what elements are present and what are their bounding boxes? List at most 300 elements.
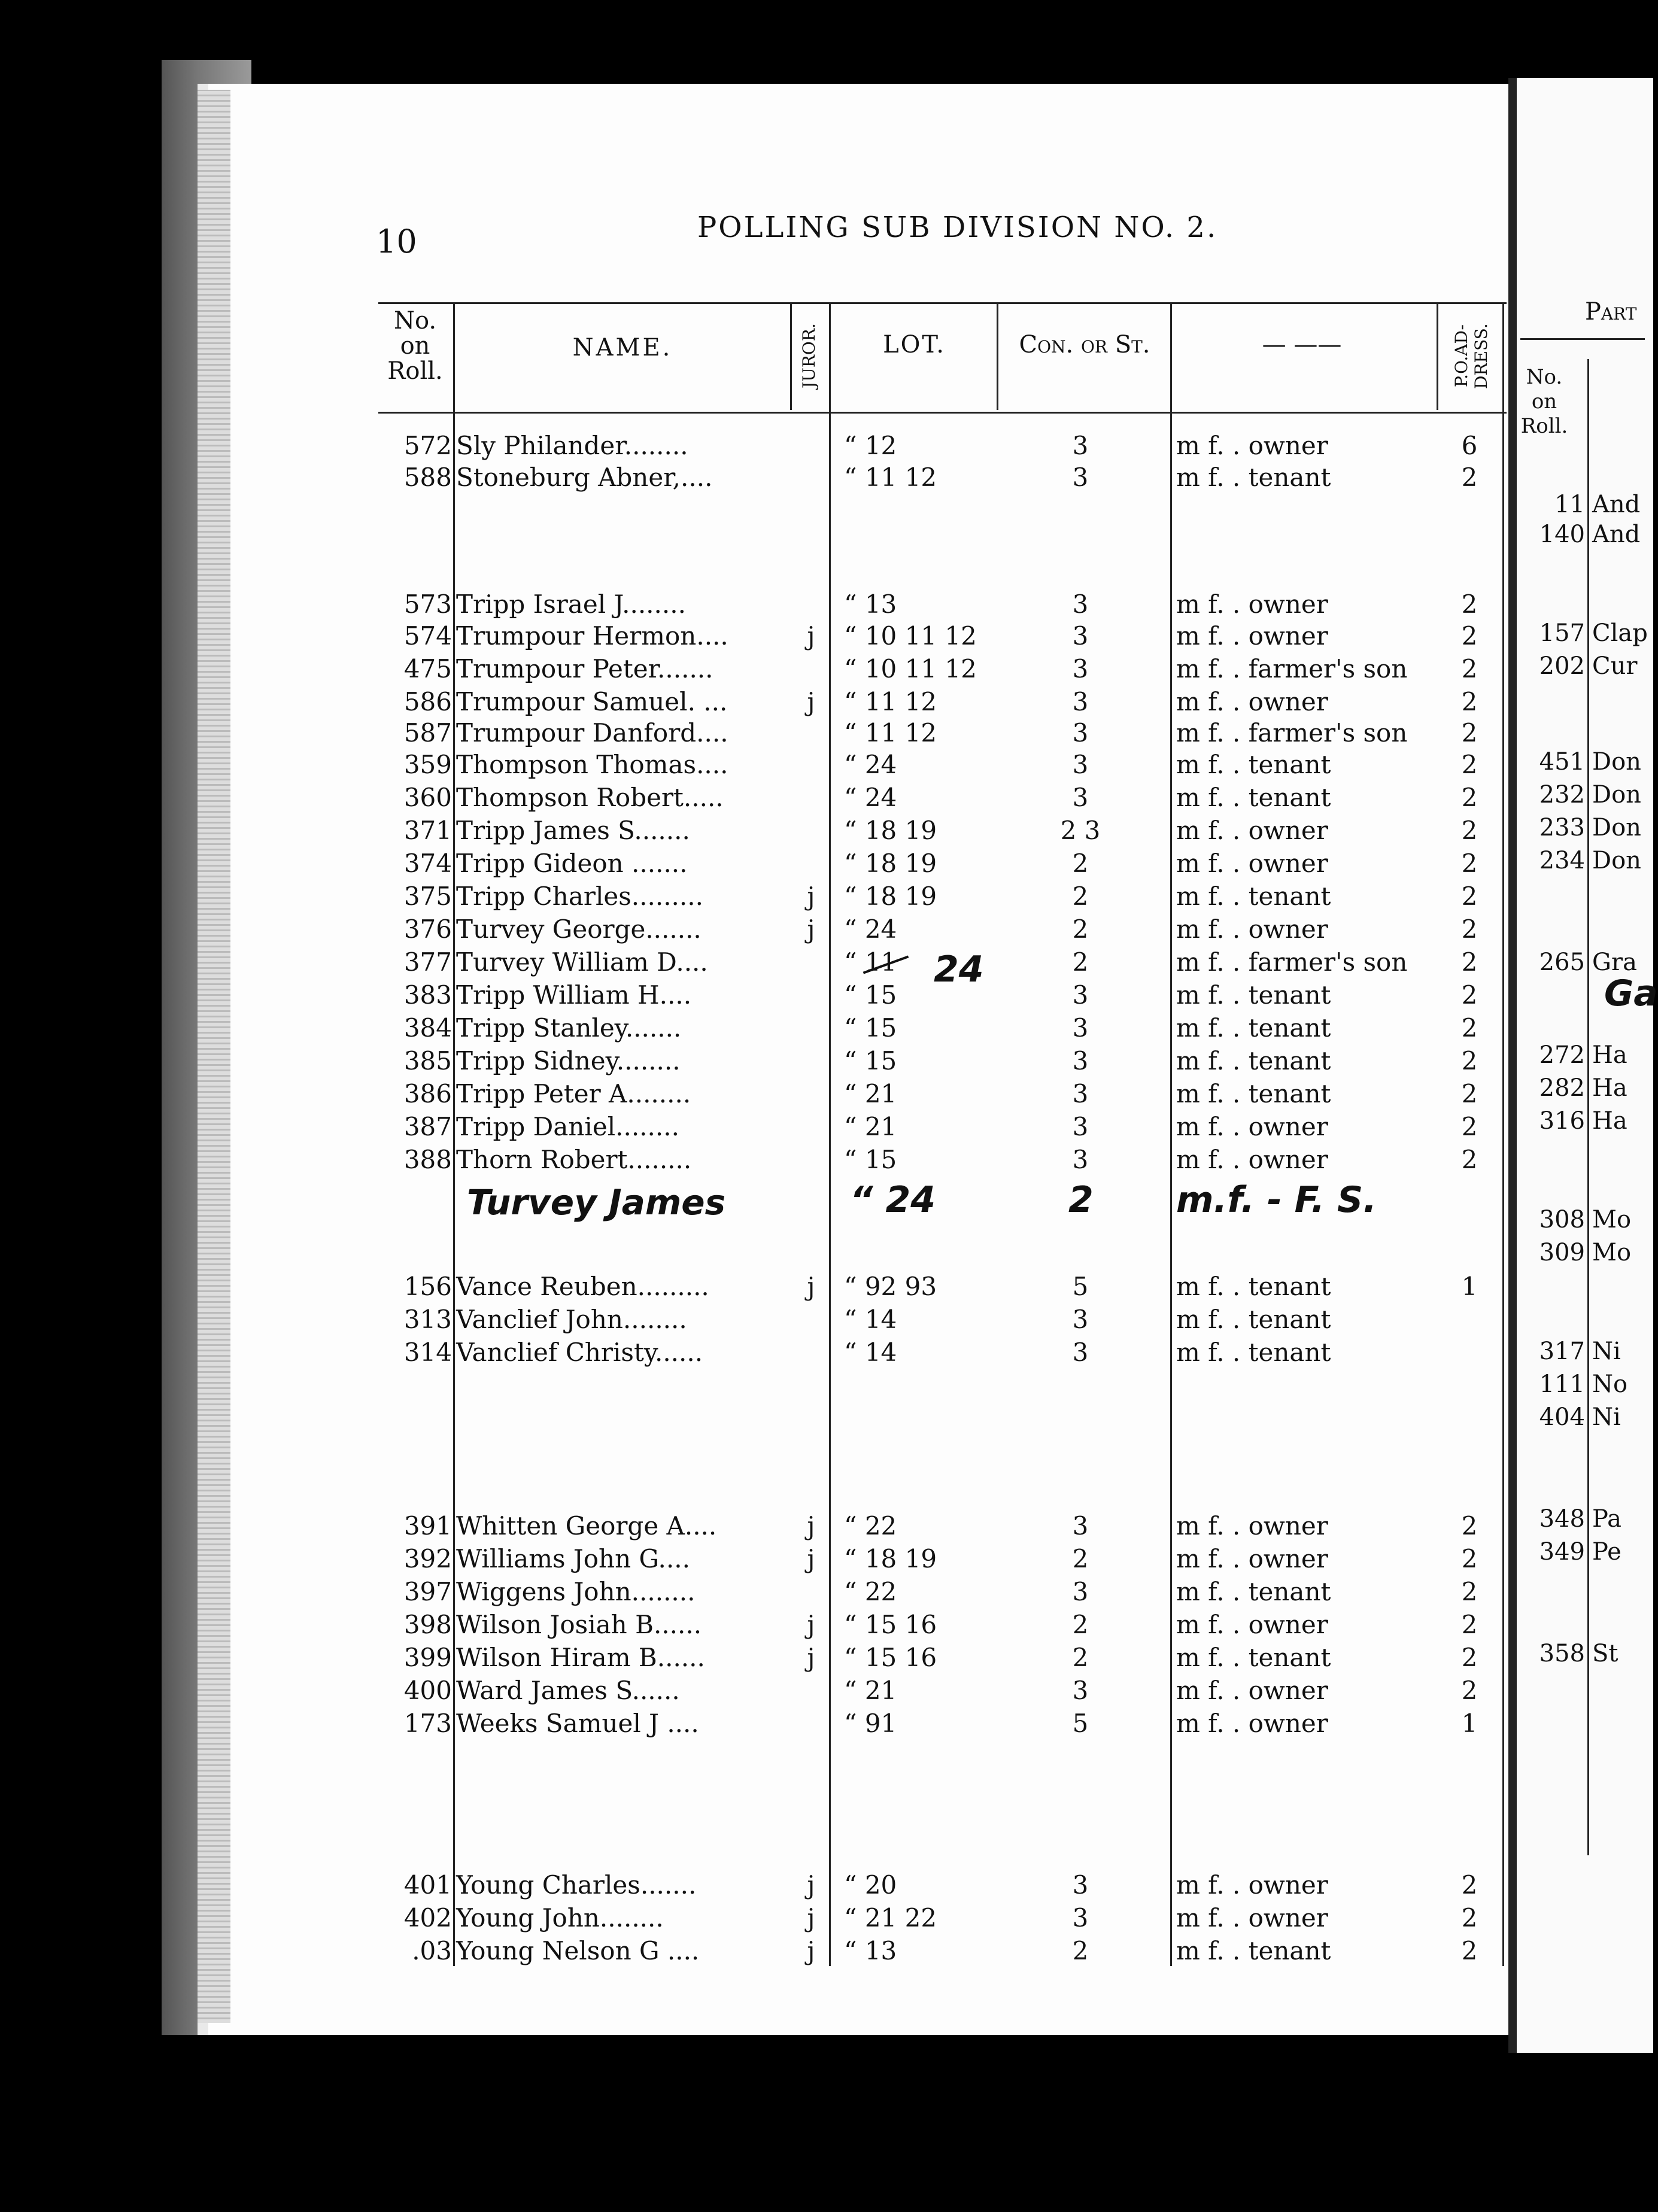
cell-no: 374 [403, 849, 452, 878]
cell-no: 388 [403, 1145, 452, 1174]
cell-name: Tripp Sidney........ [456, 1046, 681, 1075]
cell-no: 371 [403, 816, 452, 845]
cell-lot: “ 15 16 [844, 1643, 937, 1672]
right-row-no: 140 [1539, 521, 1585, 548]
table-row [0, 1936, 1508, 1968]
cell-lot: “ 21 22 [844, 1903, 937, 1933]
cell-occ: m f. . tenant [1176, 463, 1331, 492]
right-row-name: And [1592, 491, 1641, 518]
handwritten-lot-correction: 24 [934, 949, 984, 990]
cell-no: 392 [403, 1544, 452, 1573]
cell-occ: m f. . owner [1176, 590, 1328, 619]
cell-name: Young John........ [456, 1903, 664, 1933]
cell-lot: “ 21 [844, 1079, 897, 1108]
cell-occ: m f. . owner [1176, 1676, 1328, 1705]
cell-lot: “ 11 12 [844, 687, 937, 716]
cell-occ: m f. . tenant [1176, 1338, 1331, 1367]
right-row-name: Don [1592, 814, 1641, 841]
cell-po: 2 [1461, 816, 1478, 845]
cell-po: 2 [1461, 1013, 1478, 1043]
cell-occ: m f. . owner [1176, 1870, 1328, 1900]
right-row-no: 232 [1539, 781, 1585, 809]
cell-no: 173 [403, 1709, 452, 1738]
cell-name: Thorn Robert........ [456, 1145, 692, 1174]
cell-juror: j [807, 687, 815, 716]
cell-occ: m f. . tenant [1176, 1079, 1331, 1108]
cell-po: 2 [1461, 849, 1478, 878]
cell-con: 2 [1072, 1610, 1089, 1639]
cell-occ: m f. . tenant [1176, 1305, 1331, 1334]
cell-name: Tripp Israel J........ [456, 590, 686, 619]
cell-po: 2 [1461, 1936, 1478, 1965]
table-row [0, 1272, 1508, 1304]
header-con: Con. or St. [1019, 331, 1150, 358]
table-row [0, 816, 1508, 848]
cell-con: 5 [1072, 1709, 1089, 1738]
cell-lot: “ 18 19 [844, 882, 937, 911]
cell-no: 574 [403, 621, 452, 651]
cell-po: 2 [1461, 654, 1478, 683]
cell-occ: m f. . tenant [1176, 1936, 1331, 1965]
table-header-rule [378, 412, 1507, 414]
table-row [0, 1511, 1508, 1543]
cell-no: 400 [403, 1676, 452, 1705]
cell-lot: “ 22 [844, 1577, 897, 1606]
cell-lot: “ 18 19 [844, 849, 937, 878]
cell-juror: j [807, 1870, 815, 1900]
table-row [0, 654, 1508, 686]
cell-juror: j [807, 914, 815, 944]
cell-po: 2 [1461, 1145, 1478, 1174]
cell-con: 3 [1072, 654, 1089, 683]
cell-lot: “ 15 [844, 980, 897, 1010]
cell-po: 2 [1461, 1112, 1478, 1141]
cell-name: Trumpour Samuel. ... [456, 687, 728, 716]
cell-no: 572 [403, 431, 452, 460]
cell-occ: m f. . owner [1176, 621, 1328, 651]
cell-con: 3 [1072, 1870, 1089, 1900]
table-row [0, 1013, 1508, 1046]
cell-po: 2 [1461, 1577, 1478, 1606]
cell-no: 401 [403, 1870, 452, 1900]
cell-po: 2 [1461, 1676, 1478, 1705]
cell-lot: “ 13 [844, 590, 897, 619]
cell-occ: m f. . owner [1176, 431, 1328, 460]
table-row [0, 1676, 1508, 1708]
right-row-no: 316 [1539, 1107, 1585, 1135]
right-row-no: 265 [1539, 949, 1585, 976]
cell-con: 3 [1072, 1112, 1089, 1141]
right-page-divider [1587, 359, 1589, 1855]
handwritten-entry-occupation: m.f. - F. S. [1176, 1179, 1377, 1221]
cell-po: 2 [1461, 783, 1478, 812]
cell-occ: m f. . farmer's son [1176, 947, 1408, 977]
cell-no: 377 [403, 947, 452, 977]
cell-name: Ward James S...... [456, 1676, 680, 1705]
cell-lot: “ 10 11 12 [844, 654, 977, 683]
cell-name: Tripp Gideon ....... [456, 849, 688, 878]
page-title: POLLING SUB DIVISION NO. 2. [697, 211, 1218, 244]
cell-lot: “ 24 [844, 783, 897, 812]
cell-occ: m f. . tenant [1176, 783, 1331, 812]
cell-juror: j [807, 1272, 815, 1301]
cell-lot: “ 24 [844, 750, 897, 779]
cell-occ: m f. . farmer's son [1176, 718, 1408, 748]
table-row [0, 849, 1508, 881]
cell-juror: j [807, 1936, 815, 1965]
cell-con: 2 [1072, 947, 1089, 977]
cell-name: Turvey William D.... [456, 947, 708, 977]
table-row [0, 431, 1508, 463]
right-row-name: St [1592, 1640, 1618, 1667]
right-row-name: Ha [1592, 1041, 1627, 1069]
cell-juror: j [807, 1643, 815, 1672]
table-row [0, 750, 1508, 782]
cell-con: 3 [1072, 590, 1089, 619]
right-row-no: 202 [1539, 652, 1585, 680]
cell-con: 3 [1072, 431, 1089, 460]
cell-lot: “ 22 [844, 1511, 897, 1540]
cell-juror: j [807, 1544, 815, 1573]
cell-con: 3 [1072, 1577, 1089, 1606]
cell-no: 385 [403, 1046, 452, 1075]
cell-name: Weeks Samuel J .... [456, 1709, 699, 1738]
cell-occ: m f. . owner [1176, 1511, 1328, 1540]
table-row [0, 947, 1508, 980]
cell-name: Young Charles....... [456, 1870, 697, 1900]
right-row-name: Mo [1592, 1239, 1632, 1266]
right-row-no: 317 [1539, 1338, 1585, 1365]
cell-con: 2 [1072, 1936, 1089, 1965]
cell-no: 376 [403, 914, 452, 944]
cell-lot: “ 12 [844, 431, 897, 460]
cell-occ: m f. . tenant [1176, 1272, 1331, 1301]
cell-no: 360 [403, 783, 452, 812]
cell-name: Wiggens John........ [456, 1577, 696, 1606]
cell-con: 3 [1072, 1305, 1089, 1334]
page-number: 10 [376, 223, 417, 260]
right-row-name: Pa [1592, 1505, 1621, 1533]
header-name: NAME. [572, 334, 673, 361]
cell-name: Tripp Peter A........ [456, 1079, 691, 1108]
table-row [0, 1145, 1508, 1177]
right-page-no-header: No. on Roll. [1520, 365, 1568, 438]
col-divider [790, 302, 792, 410]
table-row [0, 621, 1508, 654]
table-row [0, 1643, 1508, 1675]
right-row-name: Don [1592, 748, 1641, 776]
cell-po: 2 [1461, 1079, 1478, 1108]
cell-juror: j [807, 882, 815, 911]
cell-con: 3 [1072, 1338, 1089, 1367]
cell-name: Wilson Josiah B...... [456, 1610, 702, 1639]
right-page-part-header: Part [1585, 298, 1637, 326]
cell-po: 2 [1461, 914, 1478, 944]
cell-lot: “ 11 12 [844, 463, 937, 492]
right-row-no: 234 [1539, 847, 1585, 874]
cell-con: 2 [1072, 882, 1089, 911]
right-row-no: 272 [1539, 1041, 1585, 1069]
table-row [0, 783, 1508, 815]
table-row [0, 1046, 1508, 1078]
cell-lot: “ 21 [844, 1112, 897, 1141]
col-divider [1437, 302, 1438, 410]
cell-juror: j [807, 1511, 815, 1540]
right-row-name: Don [1592, 781, 1641, 809]
right-row-no: 404 [1539, 1403, 1585, 1431]
cell-lot: “ 14 [844, 1305, 897, 1334]
right-row-name: Ha [1592, 1107, 1627, 1135]
cell-name: Tripp Charles......... [456, 882, 703, 911]
table-row [0, 1079, 1508, 1111]
table-row [0, 882, 1508, 914]
cell-po: 2 [1461, 590, 1478, 619]
cell-con: 3 [1072, 1145, 1089, 1174]
cell-name: Vanclief Christy...... [456, 1338, 703, 1367]
cell-no: 383 [403, 980, 452, 1010]
right-row-name: Clap [1592, 619, 1648, 647]
cell-po: 2 [1461, 947, 1478, 977]
cell-con: 2 [1072, 849, 1089, 878]
cell-name: Tripp James S....... [456, 816, 690, 845]
cell-po: 6 [1461, 431, 1478, 460]
cell-name: Sly Philander........ [456, 431, 688, 460]
header-occupation: — —— [1262, 331, 1342, 358]
cell-con: 3 [1072, 621, 1089, 651]
cell-name: Trumpour Peter....... [456, 654, 713, 683]
handwritten-entry-name: Turvey James [467, 1182, 726, 1223]
cell-no: 402 [403, 1903, 452, 1933]
cell-po: 2 [1461, 1610, 1478, 1639]
cell-po: 2 [1461, 750, 1478, 779]
right-row-name: Don [1592, 847, 1641, 874]
cell-name: Stoneburg Abner,.... [456, 463, 713, 492]
right-row-no: 308 [1539, 1206, 1585, 1233]
cell-con: 3 [1072, 1511, 1089, 1540]
cell-lot: “ 15 [844, 1046, 897, 1075]
right-row-name: Ni [1592, 1338, 1621, 1365]
right-row-no: 358 [1539, 1640, 1585, 1667]
table-row [0, 1338, 1508, 1370]
cell-no: 588 [403, 463, 452, 492]
cell-no: 386 [403, 1079, 452, 1108]
table-row [0, 687, 1508, 719]
table-row [0, 1577, 1508, 1609]
cell-po: 2 [1461, 1511, 1478, 1540]
cell-name: Thompson Thomas.... [456, 750, 728, 779]
table-row [0, 590, 1508, 622]
table-row [0, 1305, 1508, 1337]
table-row [0, 1544, 1508, 1576]
cell-po: 2 [1461, 463, 1478, 492]
right-row-no: 11 [1554, 491, 1585, 518]
cell-name: Whitten George A.... [456, 1511, 717, 1540]
cell-no: 384 [403, 1013, 452, 1043]
cell-no: 397 [403, 1577, 452, 1606]
cell-po: 2 [1461, 718, 1478, 748]
cell-occ: m f. . owner [1176, 1903, 1328, 1933]
cell-con: 3 [1072, 687, 1089, 716]
cell-name: Thompson Robert..... [456, 783, 724, 812]
right-row-no: 111 [1539, 1371, 1585, 1398]
cell-lot: “ 15 [844, 1145, 897, 1174]
cell-lot: “ 11 [844, 947, 897, 977]
right-row-name: Gra [1592, 949, 1637, 976]
cell-occ: m f. . tenant [1176, 882, 1331, 911]
table-row [0, 1870, 1508, 1903]
cell-lot: “ 11 12 [844, 718, 937, 748]
cell-no: 314 [403, 1338, 452, 1367]
right-row-no: 282 [1539, 1074, 1585, 1102]
cell-po: 2 [1461, 1903, 1478, 1933]
cell-po: 1 [1461, 1272, 1478, 1301]
cell-no: 313 [403, 1305, 452, 1334]
cell-occ: m f. . tenant [1176, 1013, 1331, 1043]
cell-no: 573 [403, 590, 452, 619]
header-juror: JUROR. [799, 323, 819, 389]
cell-po: 1 [1461, 1709, 1478, 1738]
cell-con: 3 [1072, 980, 1089, 1010]
right-row-name: No [1592, 1371, 1628, 1398]
cell-po: 2 [1461, 980, 1478, 1010]
cell-con: 3 [1072, 1676, 1089, 1705]
cell-occ: m f. . tenant [1176, 1577, 1331, 1606]
cell-juror: j [807, 1610, 815, 1639]
table-row [0, 980, 1508, 1013]
cell-con: 2 [1072, 1643, 1089, 1672]
table-row [0, 1112, 1508, 1144]
header-no: No. on Roll. [387, 307, 443, 385]
cell-juror: j [807, 1903, 815, 1933]
cell-no: 156 [403, 1272, 452, 1301]
right-row-name: Ha [1592, 1074, 1627, 1102]
cell-no: 587 [403, 718, 452, 748]
cell-con: 3 [1072, 750, 1089, 779]
cell-po: 2 [1461, 1870, 1478, 1900]
cell-con: 3 [1072, 1013, 1089, 1043]
cell-occ: m f. . owner [1176, 1112, 1328, 1141]
cell-lot: “ 15 16 [844, 1610, 937, 1639]
cell-name: Tripp William H.... [456, 980, 692, 1010]
table-row [0, 1903, 1508, 1936]
cell-name: Williams John G.... [456, 1544, 690, 1573]
table-row [0, 1610, 1508, 1642]
cell-lot: “ 13 [844, 1936, 897, 1965]
cell-con: 3 [1072, 1046, 1089, 1075]
table-row [0, 463, 1508, 495]
cell-po: 2 [1461, 882, 1478, 911]
header-lot: LOT. [883, 331, 946, 358]
cell-no: 391 [403, 1511, 452, 1540]
cell-lot: “ 10 11 12 [844, 621, 977, 651]
handwritten-entry-con: 2 [1068, 1179, 1094, 1221]
cell-con: 3 [1072, 718, 1089, 748]
table-row [0, 914, 1508, 947]
right-row-no: 348 [1539, 1505, 1585, 1533]
cell-lot: “ 18 19 [844, 816, 937, 845]
cell-name: Trumpour Danford.... [456, 718, 728, 748]
cell-name: Wilson Hiram B...... [456, 1643, 705, 1672]
header-po-address: P.O.AD-DRESS. [1451, 323, 1491, 389]
cell-lot: “ 92 93 [844, 1272, 937, 1301]
right-row-no: 233 [1539, 814, 1585, 841]
cell-no: 586 [403, 687, 452, 716]
cell-name: Trumpour Hermon.... [456, 621, 728, 651]
cell-po: 2 [1461, 687, 1478, 716]
cell-lot: “ 14 [844, 1338, 897, 1367]
cell-occ: m f. . tenant [1176, 1046, 1331, 1075]
right-row-name: Cur [1592, 652, 1638, 680]
right-row-no: 451 [1539, 748, 1585, 776]
cell-name: Vance Reuben......... [456, 1272, 709, 1301]
cell-occ: m f. . owner [1176, 816, 1328, 845]
cell-occ: m f. . tenant [1176, 750, 1331, 779]
cell-occ: m f. . tenant [1176, 980, 1331, 1010]
cell-occ: m f. . owner [1176, 1610, 1328, 1639]
cell-name: Tripp Daniel........ [456, 1112, 679, 1141]
table-row [0, 718, 1508, 750]
cell-lot: “ 21 [844, 1676, 897, 1705]
cell-con: 2 [1072, 914, 1089, 944]
cell-name: Young Nelson G .... [456, 1936, 700, 1965]
cell-lot: “ 24 [844, 914, 897, 944]
cell-name: Vanclief John........ [456, 1305, 687, 1334]
cell-no: 375 [403, 882, 452, 911]
cell-occ: m f. . tenant [1176, 1643, 1331, 1672]
right-row-name: Ni [1592, 1403, 1621, 1431]
cell-occ: m f. . owner [1176, 1709, 1328, 1738]
handwritten-right-margin: Ga [1604, 973, 1658, 1014]
cell-con: 2 [1072, 1544, 1089, 1573]
cell-lot: “ 91 [844, 1709, 897, 1738]
cell-con: 3 [1072, 1903, 1089, 1933]
right-row-name: Pe [1592, 1538, 1621, 1566]
cell-con: 2 3 [1060, 816, 1101, 845]
cell-occ: m f. . owner [1176, 687, 1328, 716]
handwritten-entry-lot: “ 24 [850, 1179, 936, 1221]
cell-po: 2 [1461, 1544, 1478, 1573]
cell-lot: “ 18 19 [844, 1544, 937, 1573]
cell-lot: “ 15 [844, 1013, 897, 1043]
cell-name: Tripp Stanley....... [456, 1013, 682, 1043]
cell-name: Turvey George....... [456, 914, 702, 944]
cell-no: 399 [403, 1643, 452, 1672]
cell-occ: m f. . owner [1176, 849, 1328, 878]
cell-con: 3 [1072, 783, 1089, 812]
right-row-no: 157 [1539, 619, 1585, 647]
right-row-no: 349 [1539, 1538, 1585, 1566]
cell-occ: m f. . owner [1176, 914, 1328, 944]
cell-no: .03 [412, 1936, 452, 1965]
cell-po: 2 [1461, 1643, 1478, 1672]
cell-po: 2 [1461, 621, 1478, 651]
cell-no: 387 [403, 1112, 452, 1141]
table-row [0, 1709, 1508, 1741]
cell-occ: m f. . owner [1176, 1145, 1328, 1174]
cell-no: 359 [403, 750, 452, 779]
cell-no: 398 [403, 1610, 452, 1639]
cell-occ: m f. . farmer's son [1176, 654, 1408, 683]
cell-lot: “ 20 [844, 1870, 897, 1900]
cell-con: 5 [1072, 1272, 1089, 1301]
right-row-name: Mo [1592, 1206, 1632, 1233]
table-top-rule [378, 302, 1507, 304]
right-page-rule [1520, 338, 1645, 340]
cell-juror: j [807, 621, 815, 651]
right-row-no: 309 [1539, 1239, 1585, 1266]
cell-no: 475 [403, 654, 452, 683]
col-divider [997, 302, 998, 410]
